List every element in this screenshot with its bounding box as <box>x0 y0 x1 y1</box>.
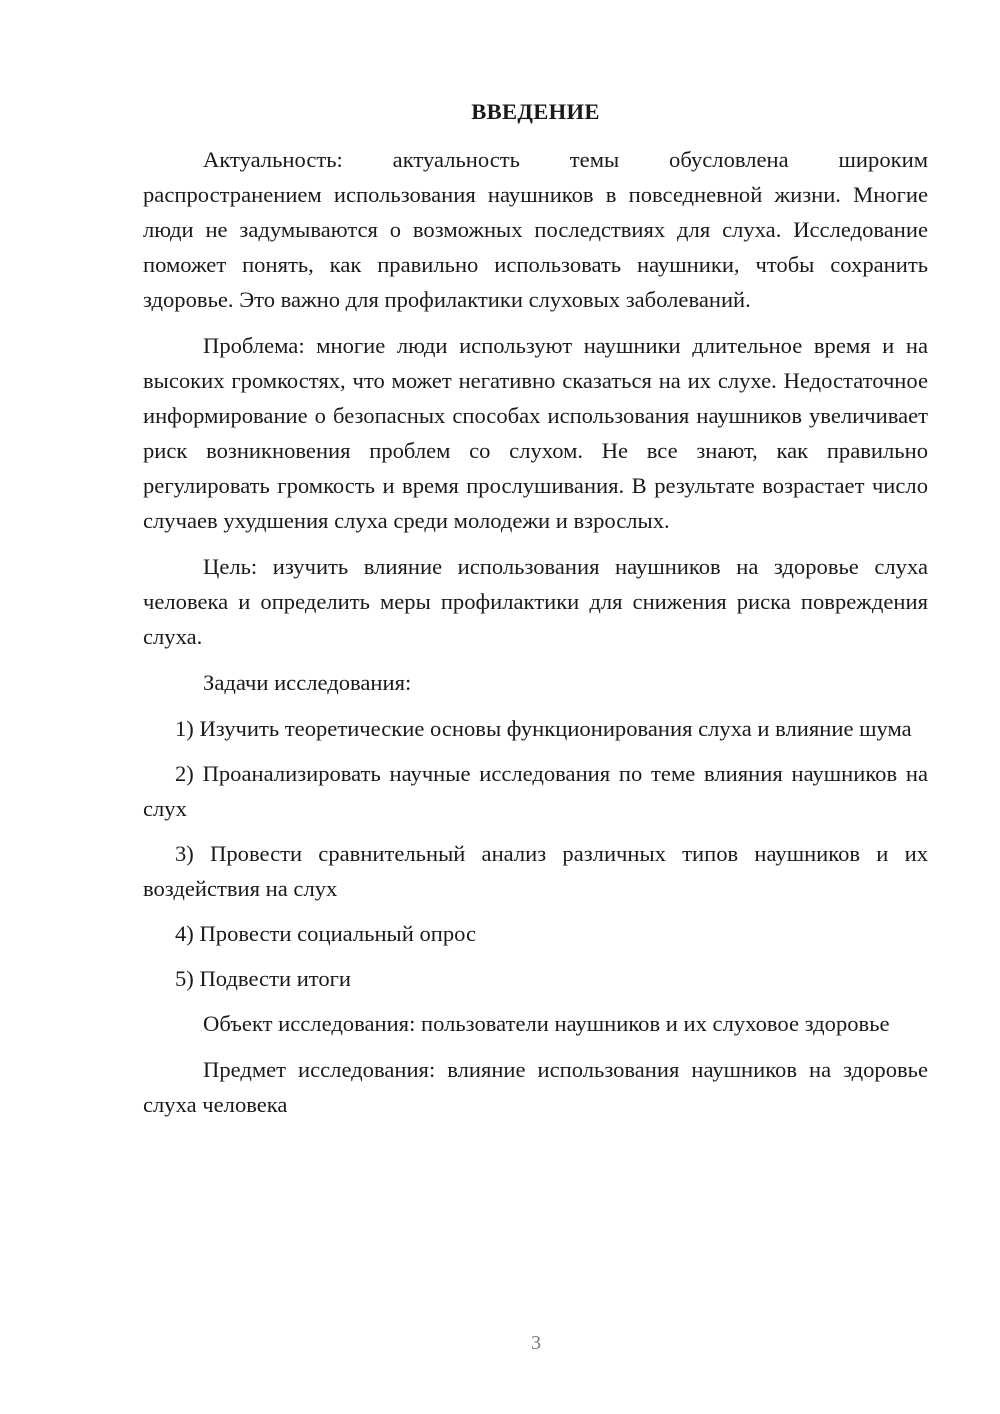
paragraph-subject: Предмет исследования: влияние использования наушников на здоровье слуха человека <box>143 1057 928 1117</box>
list-item: 4) Провести социальный опрос <box>175 921 477 946</box>
paragraph-goal: Цель: изучить влияние использования наушников на здоровье слуха человека и определить меры профилактики для снижения риска повреждения слуха. <box>143 554 928 649</box>
paragraph-problem: Проблема: многие люди используют наушники длительное время и на высоких громкостях, что может негативно сказаться на их слухе. Недостаточное информирование о безопасных способах использования наушников увеличивает риск возникновения проблем со слухом. Не все знают, как правильно регулировать громкость и время прослушивания. В результате возрастает число случаев ухудшения слуха среди молодежи и взрослых. <box>143 333 928 533</box>
document-page <box>143 94 928 1133</box>
page-number: 3 <box>531 1332 541 1354</box>
list-item: 3) Провести сравнительный анализ различных типов наушников и их воздействия на слух <box>143 841 928 901</box>
list-item: 5) Подвести итоги <box>175 966 352 991</box>
paragraph-relevance: Актуальность: актуальность темы обусловлена широким распространением использования наушников в повседневной жизни. Многие люди не задумываются о возможных последствиях для слуха. Исследование поможет понять, как правильно использовать наушники, чтобы сохранить здоровье. Это важно для профилактики слуховых заболеваний. <box>143 147 928 312</box>
list-item: 1) Изучить теоретические основы функционирования слуха и влияние шума <box>175 716 912 741</box>
paragraph-object: Объект исследования: пользователи наушников и их слуховое здоровье <box>203 1011 890 1036</box>
list-item: 2) Проанализировать научные исследования по теме влияния наушников на слух <box>143 761 928 821</box>
tasks-heading: Задачи исследования: <box>203 670 412 695</box>
page-title: ВВЕДЕНИЕ <box>471 99 600 124</box>
